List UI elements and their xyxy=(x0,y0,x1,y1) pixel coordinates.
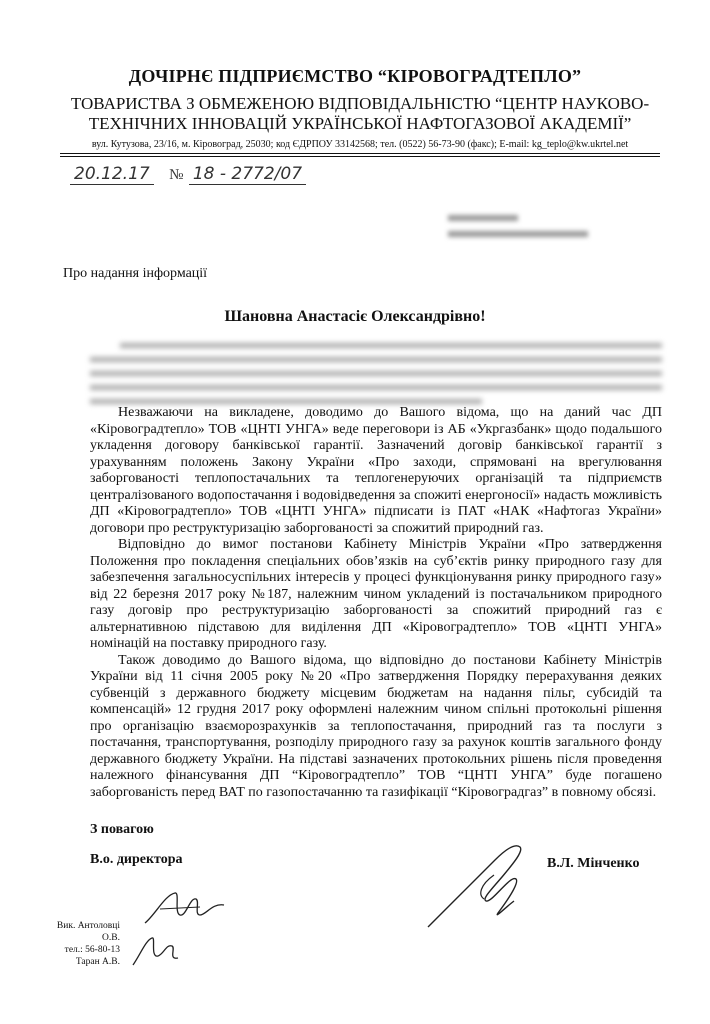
parent-organization xyxy=(60,94,660,134)
parent-line-1: ТОВАРИСТВА З ОБМЕЖЕНОЮ ВІДПОВІДАЛЬНІСТЮ “ЦЕНТР НАУКОВО- xyxy=(70,94,650,113)
company-name: ДОЧІРНЄ ПІДПРИЄМСТВО “КІРОВОГРАДТЕПЛО” xyxy=(128,66,582,86)
executor-signature-2 xyxy=(128,930,188,970)
body-paragraph-1: Незважаючи на викладене, доводимо до Вашого відома, що на даний час ДП «Кіровоградтепло» ТОВ «ЦНТІ УНГА» веде переговори із АБ «Укргазбанк» щодо подальшого укладення договору банківської гарантії. Зазначений договір банківської гарантії з урахуванням положень Закону України «Про заходи, спрямовані на врегулювання заборгованості теплопостачальних та теплогенеруючих організацій та підприємств централізованого водопостачання і водовідведення за спожиті енергоносії» надасть можливість ДП «Кіровоградтепло» ТОВ «ЦНТІ УНГА» підписати із ПАТ «НАК «Нафтогаз України» договори про реструктуризацію заборгованості за спожитий природний газ. xyxy=(90,405,662,536)
header-divider-thin xyxy=(60,156,660,157)
registration-number: 18 - 2772/07 xyxy=(189,164,306,185)
salutation: Шановна Анастасіє Олександрівно! xyxy=(224,308,486,325)
signer-role: В.о. директора xyxy=(90,852,183,867)
executors-block xyxy=(52,920,120,968)
parent-line-2: ТЕХНІЧНИХ ІННОВАЦІЙ УКРАЇНСЬКОЇ НАФТОГАЗОВОЇ АКАДЕМІЇ” xyxy=(88,114,632,133)
contact-line: вул. Кутузова, 23/16, м. Кіровоград, 25030; код ЄДРПОУ 33142568; тел. (0522) 56-73-90 (факс); E-mail: kg_teplo@kw.ukrtel.net xyxy=(91,139,629,150)
executor-line-2: Таран А.В. xyxy=(75,957,120,967)
executor-phone: тел.: 56-80-13 xyxy=(64,945,120,955)
registration-line xyxy=(70,164,306,185)
signer-name: В.Л. Мінченко xyxy=(547,856,640,871)
closing-regards: З повагою xyxy=(90,822,154,837)
body-paragraph-2: Відповідно до вимог постанови Кабінету Міністрів України «Про затвердження Положення про покладення спеціальних обов’язків на суб’єктів ринку природного газу для забезпечення загальносуспільних інтересів у процесі функціонування ринку природного газу» від 22 березня 2017 року №187, належним чином укладений із постачальником природного газу договір про реструктуризацію заборгованості за спожитий природний газ є альтернативною підставою для виділення ДП «Кіровоградтепло» ТОВ «ЦНТІ УНГА» номінацій на поставку природного газу. xyxy=(90,537,662,651)
header-divider xyxy=(60,153,660,154)
registration-date: 20.12.17 xyxy=(70,164,154,185)
director-signature xyxy=(420,835,540,935)
executor-signature-1 xyxy=(140,885,230,930)
redacted-paragraph xyxy=(90,338,662,404)
letter-subject: Про надання інформації xyxy=(63,266,208,281)
registration-number-label: № xyxy=(169,167,184,183)
recipient-redacted xyxy=(448,205,598,237)
body-paragraph-3: Також доводимо до Вашого відома, що відповідно до постанови Кабінету Міністрів України від 11 січня 2005 року №20 «Про затвердження Порядку перерахування деяких субвенцій з державного бюджету місцевим бюджетам на надання пільг, субсидій та компенсацій» 12 грудня 2017 року оформлені належним чином спільні протокольні рішення про організацію взаєморозрахунків за теплопостачання, природний газ та послуги з постачання, транспортування, розподілу природного газу за рахунок коштів загального фонду державного бюджету України. На підставі зазначених протокольних рішень після проведення належного фінансування ДП “Кіровоградтепло” ТОВ “ЦНТІ УНГА” буде погашено заборгованість перед ВАТ по газопостачанню та газифікації “Кіровоградгаз” в повному обсязі. xyxy=(90,652,662,800)
letter-body xyxy=(90,405,662,801)
executor-line-1: Вик. Антоловці О.В. xyxy=(56,921,120,943)
